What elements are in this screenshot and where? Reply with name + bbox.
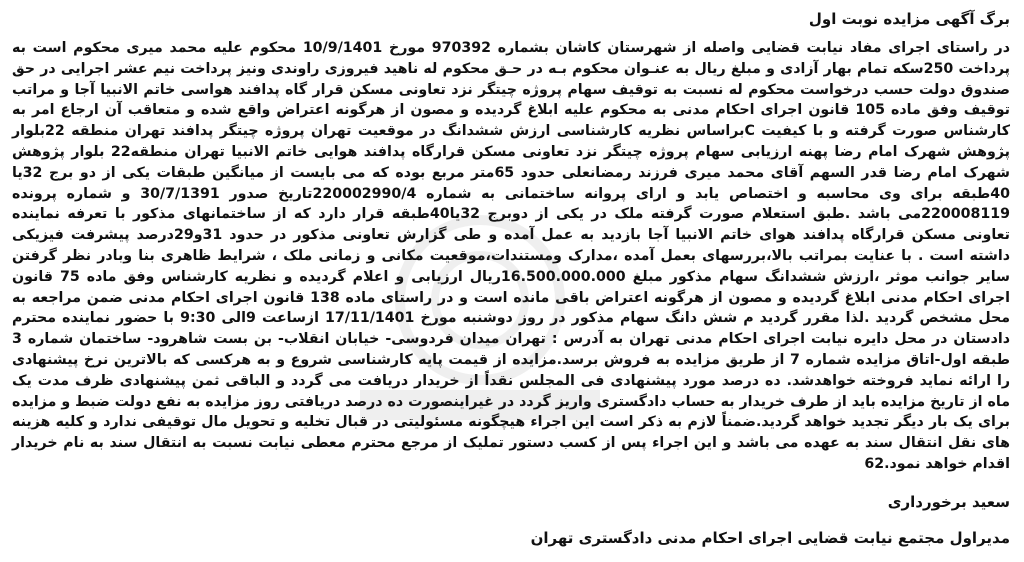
notice-title: برگ آگهی مزایده نوبت اول [808,10,1010,28]
signatory-title: مدیراول مجتمع نیابت قضایی اجرای احکام مدنی دادگستری تهران [530,528,1010,547]
signature-block [12,491,1010,549]
signatory-name: سعید برخورداری [887,492,1010,511]
notice-body-paragraph: در راستای اجرای مفاد نیابت قضایی واصله از شهرستان کاشان بشماره 970392 مورخ 10/9/1401 محکوم علیه محمد میری محکوم است به پرداخت 250سکه تمام بهار آزادی و مبلغ ریال به عنـوان محکوم بـه در حـق محکوم له ناهید فیروزی راوندی ونیز پرداخت نیم عشر اجرایی در حق صندوق دولت حسب درخواست محکوم له نسبت به توقیف سهام پروژه چیتگر نزد تعاونی مسکن قرار گاه پدافند هواسی خاتم الانبیا آجا و مراتب توقیف وفق ماده 105 قانون اجرای احکام مدنی به محکوم علیه ابلاغ گردیده و مصون از هرگونه اعتراض واقع شده و متعاقب آن ارجاع امر به کارشناس صورت گرفته و با کیفیت Cبراساس نظریه کارشناسی ارزش ششدانگ در موقعیت تهران پروژه چیتگر پدافند تهران منطقه 22بلوار پژوهش شهرک امام رضا پهنه ارزیابی سهام پروژه چیتگر نزد تعاونی مسکن قرارگاه پدافند هوایی خاتم الانبیا تهران منطقه22 بلوار پژوهش شهرک امام رضا قدر السهم آقای محمد میری فرزند رمضانعلی حدود 65متر مربع بوده که می بایست از میانگین طبقات یکی از دو برج 32یا 40طبقه برای وی محاسبه و اختصاص یابد و ارای پروانه ساختمانی به شماره 220002990/4تاریخ صدور 30/7/1391 و شماره پرونده 220008119می باشد .طبق استعلام صورت گرفته ملک در یکی از دوبرج 32یا40طبقه قرار دارد که از ساختمانهای مذکور با تعرفه نماینده تعاونی مسکن قرارگاه پدافند هوای خاتم الانبیا آجا بازدید به عمل آمده و طی گزارش تعاونی مذکور در حدود 31و29درصد پیشرفت فیزیکی داشته است . با عنایت بمراتب بالا،بررسهای بعمل آمده ،مدارک ومستندات،موقعیت مکانی و زمانی ملک ، شرایط ظاهری بنا وبادر نظر گرفتن سایر جوانب موثر ،ارزش ششدانگ سهام مذکور مبلغ 16.500.000.000ریال ارزیابی و اعلام گردیده و نظریه کارشناس وفق ماده 75 قانون اجرای احکام مدنی ابلاغ گردیده و مصون از هرگونه اعتراض باقی مانده است و در راستای ماده 138 قانون اجرای احکام مدنی ضمن مراجعه به محل مشخص گردید .لذا مقرر گردید م شش دانگ سهام مذکور در روز دوشنبه مورخ 17/11/1401 ازساعت 9الی 9:30 با حضور نماینده محترم دادستان در محل دایره نیابت اجرای احکام مدنی تهران به آدرس : تهران میدان فردوسی- خیابان انقلاب- بن بست شاهرود- ساختمان شماره 3 طبقه اول-اتاق مزایده شماره 7 از طریق مزایده به فروش برسد.مزایده از قیمت پایه کارشناسی شروع و به هرکسی که بالاترین نرخ پیشنهادی را ارائه نماید فروخته خواهدشد. ده درصد مورد پیشنهادی فی المجلس نقداً از خریدار دریافت می گردد و الباقی ثمن پیشنهادی ظرف مدت یک ماه از تاریخ مزایده باید از طرف خریدار به حساب دادگستری واریز گردد در غیراینصورت ده درصد دریافتی روز مزایده به نفع دولت ضبط و مزایده برای یک بار دیگر تجدید خواهد گردید.ضمناً لازم به ذکر است این اجراء هیچگونه مسئولیتی در قبال تخلیه و تحویل مال توقیفی ندارد و کلیه هزینه های نقل انتقال سند به عهده می باشد و این اجراء پس از کسب دستور تملیک از مرجع محترم معطی نیابت نسبت به انتقال سند به نام خریدار اقدام خواهد نمود.62 [12,40,1011,472]
